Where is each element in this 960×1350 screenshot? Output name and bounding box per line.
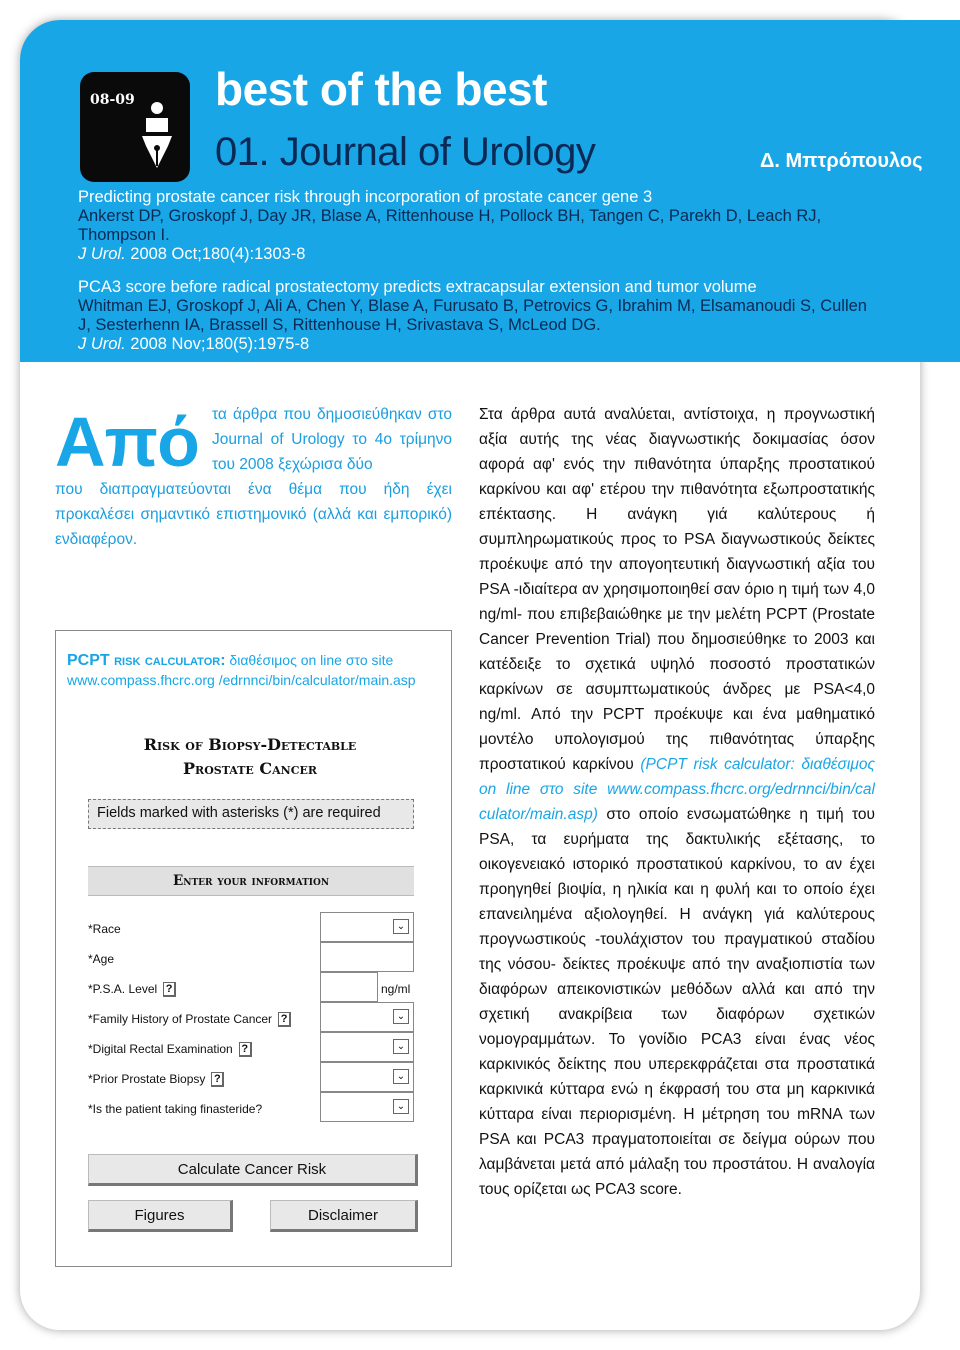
- psa-label: *P.S.A. Level ?: [88, 982, 176, 997]
- psa-unit: ng/ml: [381, 982, 411, 996]
- calculator-caption: [67, 652, 393, 670]
- reference-authors: Ankerst DP, Groskopf J, Day JR, Blase A, Rittenhouse H, Pollock BH, Tangen C, Parekh D, Leach RJ, Thompson I.: [78, 207, 822, 244]
- calculator-brand: PCPT risk calculator:: [67, 652, 226, 669]
- race-select[interactable]: [320, 912, 414, 942]
- calculator-link[interactable]: (PCPT risk calculator: διαθέσιμος on line στο site www.compass.fhcrc.org/edrnnci/bin/cal culator/main.asp): [479, 756, 875, 823]
- help-icon[interactable]: ?: [163, 982, 176, 997]
- calculator-heading-line2: Prostate Cancer: [183, 759, 317, 778]
- series-badge: [80, 72, 190, 182]
- finasteride-label: *Is the patient taking finasteride?: [88, 1102, 263, 1116]
- disclaimer-button[interactable]: Disclaimer: [270, 1200, 418, 1232]
- fountain-pen-icon: [132, 100, 182, 174]
- family-history-label: *Family History of Prostate Cancer ?: [88, 1012, 291, 1027]
- calculator-heading-line1: Risk of Biopsy-Detectable: [143, 735, 357, 754]
- citation-detail: 2008 Nov;180(5):1975-8: [130, 335, 310, 353]
- reference-1: [78, 188, 878, 264]
- chevron-down-icon: ⌄: [393, 919, 409, 934]
- series-title: best of the best: [215, 63, 547, 115]
- body-paragraph-1: Στα άρθρα αυτά αναλύεται, αντίστοιχα, η προγνωστική αξία αυτής της νέας διαγνωστικής δοκιμασίας όσον αφορά αφ' ενός την πιθανότητα ύπαρξης προστατικού καρκίνου και αφ' ετέρου την πιθανότητα εξωπροστατικής επέκτασης. Η ανάγκη γιά καλύτερους ή συμπληρωματικούς προς το PSA διαγνωστικούς δείκτες προέκυψε από την απογοητευτική διαγνωστική αξία του PSA -ιδιαίτερα αν χρησιμοποιηθεί σαν όριο η τιμή των 4,0 ng/ml- που επιβεβαιώθηκε με την μελέτη PCPT (Prostate Cancer Prevention Trial) που δημοσιεύθηκε το 2003 και κατέδειξε το σχετικά υψηλό ποσοστό προστατικών καρκίνων σε ασυμπτωματικούς άνδρες με PSA<4,0 ng/ml. Από την PCPT προέκυψε και ένα μαθηματικό μοντέλο υπολογισμού της πιθανότητας ύπαρξης προστατικού καρκίνου: [479, 406, 875, 773]
- finasteride-select[interactable]: [320, 1092, 414, 1122]
- chevron-down-icon: ⌄: [393, 1009, 409, 1024]
- psa-input[interactable]: [320, 972, 378, 1002]
- journal-title: 01. Journal of Urology: [215, 130, 596, 174]
- article-body: [479, 402, 875, 1202]
- enter-information-bar: Enter your information: [88, 866, 414, 896]
- citation-detail: 2008 Oct;180(4):1303-8: [130, 245, 306, 263]
- journal-abbrev: J Urol.: [78, 335, 126, 353]
- dre-label: *Digital Rectal Examination ?: [88, 1042, 252, 1057]
- reference-title: Predicting prostate cancer risk through incorporation of prostate cancer gene 3: [78, 188, 653, 206]
- chevron-down-icon: ⌄: [393, 1039, 409, 1054]
- prior-biopsy-select[interactable]: [320, 1062, 414, 1092]
- journal-abbrev: J Urol.: [78, 245, 126, 263]
- dre-select[interactable]: [320, 1032, 414, 1062]
- reference-title: PCA3 score before radical prostatectomy predicts extracapsular extension and tumor volume: [78, 278, 757, 296]
- family-history-select[interactable]: [320, 1002, 414, 1032]
- intro-dropcap: Από: [55, 403, 199, 481]
- help-icon[interactable]: ?: [211, 1072, 224, 1087]
- calculate-risk-button[interactable]: Calculate Cancer Risk: [88, 1154, 418, 1186]
- required-fields-note: Fields marked with asterisks (*) are required: [88, 799, 414, 829]
- body-paragraph-2: στο οποίο ενσωματώθηκε η τιμή του PSA, τα ευρήματα της δακτυλικής εξέτασης, το οικογενειακό ιστορικό προστατικού καρκίνου, το αν έχει προηγηθεί βιοψία, η ηλικία και η φυλή και το οποίο έχει επανειλημένα αξιολογηθεί. Η ανάγκη γιά καλύτερους προγνωστικούς -τουλάχιστον του πραγματικού σταδίου της νόσου- δείκτες προέκυψε από την αναξιοπιστία των διαφόρων απεικονιστικών μεθόδων αλλά και από την σχετική ανακρίβεια των διαφόρων σχετικών νομογραμμάτων. Το γονίδιο PCA3 είναι ένας νέος καρκινικός δείκτης που υπερεκφράζεται στα προστατικά καρκινικά κύτταρα ενώ η έκφρασή του στα μη καρκινικά κύτταρα είναι περιορισμένη. Η μέτρηση του mRNA των PSA και PCA3 πραγματοποιείται σε δείγμα ούρων που λαμβάνεται μετά από μάλαξη του προστάτου. Η αναλογία τους ορίζεται ως PCA3 score.: [479, 806, 875, 1198]
- reference-citation: [78, 245, 878, 264]
- calculator-availability: διαθέσιμος on line στο site: [225, 652, 394, 668]
- age-label: *Age: [88, 952, 115, 966]
- help-icon[interactable]: ?: [278, 1012, 291, 1027]
- prior-biopsy-label: *Prior Prostate Biopsy ?: [88, 1072, 224, 1087]
- intro-rest: που διαπραγματεύονται ένα θέμα που ήδη έχει προκαλέσει σημαντικό επιστημονικό (αλλά και εμπορικό) ενδιαφέρον.: [55, 481, 452, 548]
- age-input[interactable]: [320, 942, 414, 972]
- figures-button[interactable]: Figures: [88, 1200, 233, 1232]
- race-label: *Race: [88, 922, 121, 936]
- badge-year: 08-09: [90, 92, 135, 108]
- reference-citation: [78, 335, 878, 354]
- intro-first-lines: τα άρθρα που δημοσιεύθηκαν στο Journal of Urology το 4ο τρίμηνο του 2008 ξεχώρισα δύο: [212, 406, 452, 473]
- calculator-url[interactable]: www.compass.fhcrc.org /edrnnci/bin/calculator/main.asp: [67, 672, 416, 688]
- chevron-down-icon: ⌄: [393, 1099, 409, 1114]
- calculator-heading: [90, 733, 410, 781]
- author-name: Δ. Μπτρόπουλος: [760, 150, 923, 172]
- reference-2: [78, 278, 878, 354]
- help-icon[interactable]: ?: [239, 1042, 252, 1057]
- reference-authors: Whitman EJ, Groskopf J, Ali A, Chen Y, Blase A, Furusato B, Petrovics G, Ibrahim M, Elsamanoudi S, Cullen J, Sesterhenn IA, Brassell S, Rittenhouse H, Srivastava S, McLeod DG.: [78, 297, 867, 334]
- chevron-down-icon: ⌄: [393, 1069, 409, 1084]
